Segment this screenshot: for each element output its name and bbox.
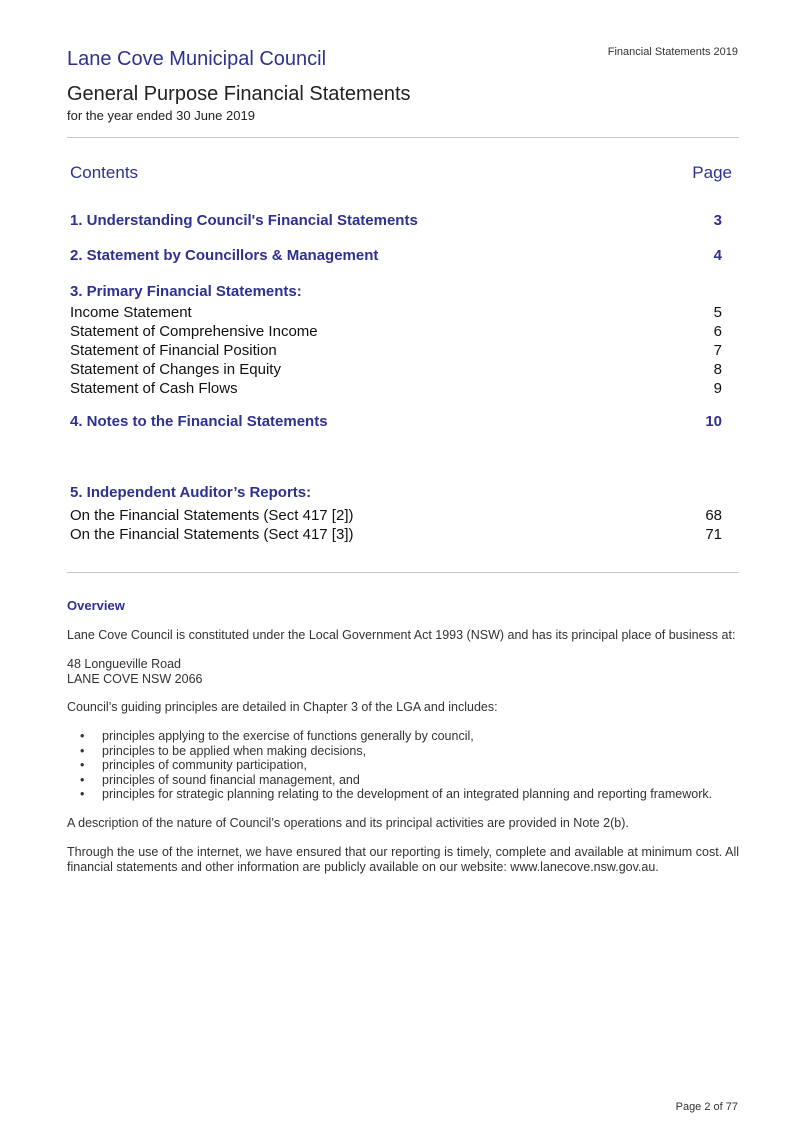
toc-item-label: Income Statement [70,304,192,321]
page-number: Page 2 of 77 [675,1101,738,1113]
toc-item-page: 71 [705,526,722,543]
document-title: General Purpose Financial Statements [67,83,411,105]
toc-item-label: Statement of Financial Position [70,342,277,359]
bullet-icon: • [80,743,85,758]
toc-item-page: 8 [713,361,722,378]
list-item [80,758,740,773]
list-item-text: principles for strategic planning relating to the development of an integrated planning and reporting framework. [102,787,713,802]
principles-list [80,729,740,802]
overview-intro: Lane Cove Council is constituted under the Local Government Act 1993 (NSW) and has its principal place of business at: [67,628,736,642]
running-header: Financial Statements 2019 [607,46,738,58]
list-item [80,787,740,802]
toc-section-heading [70,283,722,300]
toc-section-title: 3. Primary Financial Statements: [70,283,302,300]
list-item-text: principles to be applied when making decisions, [102,743,367,758]
toc-item-label: Statement of Changes in Equity [70,361,281,378]
toc-section-heading[interactable] [70,413,722,430]
toc-section-heading[interactable] [70,247,722,264]
list-item-text: principles applying to the exercise of functions generally by council, [102,729,474,743]
toc-section-title: 5. Independent Auditor’s Reports: [70,484,312,501]
toc-item[interactable] [70,379,722,398]
toc-section-title: 2. Statement by Councillors & Management [70,247,379,264]
toc-item-page: 5 [713,304,722,321]
toc-section-page: 10 [705,413,722,430]
list-item [80,729,740,744]
toc-item[interactable] [70,341,722,360]
toc-item-page: 68 [705,507,722,524]
internet-note: Through the use of the internet, we have ensured that our reporting is timely, complete and available at minimum cost. All financial statements and other information are publicly available on our website: www.lanecove.nsw.gov.au. [67,845,739,874]
page-column-heading: Page [692,163,732,182]
toc-item-label: Statement of Comprehensive Income [70,323,318,340]
toc-section-title: 4. Notes to the Financial Statements [70,413,328,430]
toc-section-notes [70,413,722,430]
bullet-icon: • [80,772,85,787]
toc-section-auditor-reports [70,484,722,544]
toc-item[interactable] [70,322,722,341]
toc-item-page: 7 [713,342,722,359]
operations-note: A description of the nature of Council’s operations and its principal activities are provided in Note 2(b). [67,816,629,830]
toc-section-page: 4 [713,247,722,264]
list-item [80,744,740,759]
bullet-icon: • [80,758,85,773]
toc-section-primary-statements [70,283,722,398]
toc-item-label: On the Financial Statements (Sect 417 [2]) [70,507,354,524]
list-item-text: principles of sound financial management, and [102,772,360,787]
list-item-text: principles of community participation, [102,758,307,773]
address-line: 48 Longueville Road [67,657,181,671]
document-subtitle: for the year ended 30 June 2019 [67,108,255,123]
toc-section-heading [70,484,722,501]
top-divider [67,137,739,138]
toc-item-page: 9 [713,380,722,397]
toc-section-statement-by-councillors [70,247,722,264]
contents-heading: Contents [70,163,139,182]
toc-section-understanding [70,212,722,229]
list-item [80,773,740,788]
toc-section-page: 3 [713,212,722,229]
toc-item-label: On the Financial Statements (Sect 417 [3]) [70,526,354,543]
toc-item[interactable] [70,506,722,525]
overview-heading: Overview [67,598,125,613]
toc-section-heading[interactable] [70,212,722,229]
principles-intro: Council’s guiding principles are detailed in Chapter 3 of the LGA and includes: [67,700,498,714]
toc-item-page: 6 [713,323,722,340]
toc-item[interactable] [70,525,722,544]
bullet-icon: • [80,729,85,743]
bullet-icon: • [80,787,85,802]
council-name: Lane Cove Municipal Council [67,48,327,70]
section-divider [67,572,739,573]
toc-item[interactable] [70,360,722,379]
toc-item-label: Statement of Cash Flows [70,380,238,397]
address-line: LANE COVE NSW 2066 [67,672,203,686]
address-block [67,657,739,687]
toc-item[interactable] [70,303,722,322]
toc-section-title: 1. Understanding Council's Financial Statements [70,212,418,229]
